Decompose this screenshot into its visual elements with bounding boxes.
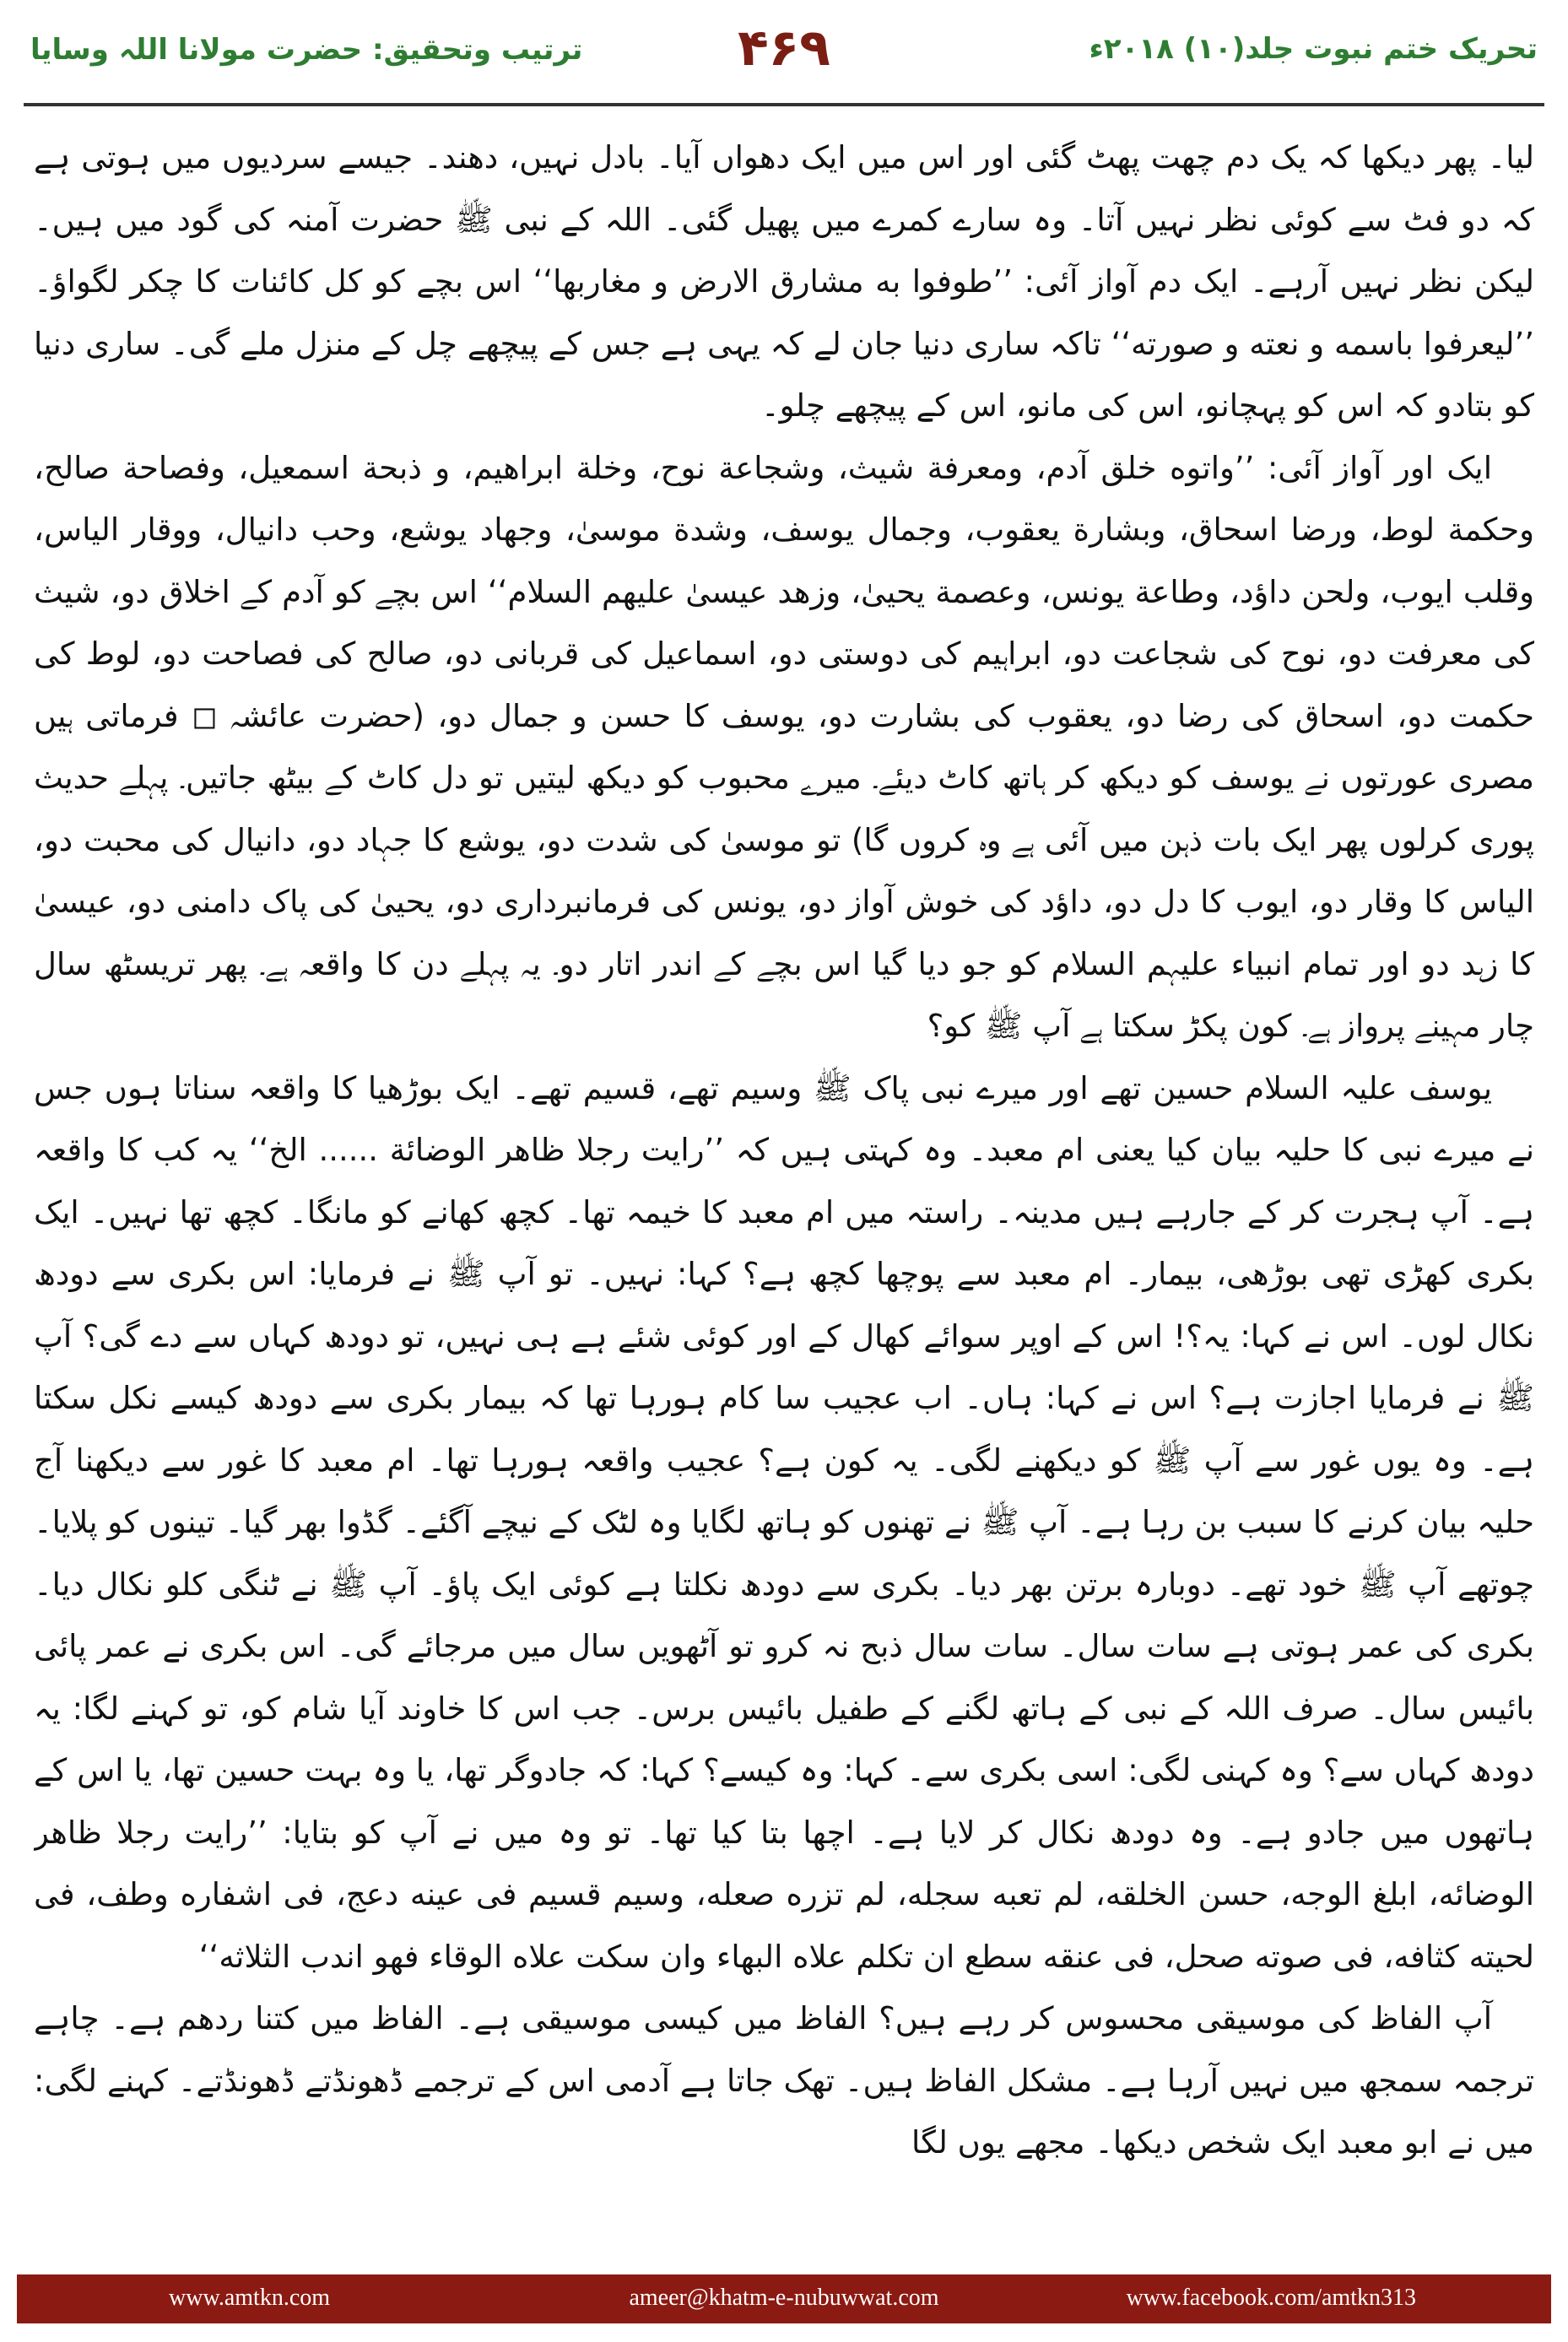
header-compiler: ترتیب وتحقیق: حضرت مولانا اللہ وسایا	[30, 33, 583, 67]
header-book-title: تحریک ختم نبوت جلد(۱۰) ۲۰۱۸ء	[1089, 32, 1538, 66]
paragraph-1: لیا۔ پھر دیکھا کہ یک دم چھت پھٹ گئی اور اس میں ایک دھواں آیا۔ بادل نہیں، دھند۔ جیسے سردیوں میں ہوتی ہے کہ دو فٹ سے کوئی نظر نہیں آتا۔ وہ سارے کمرے میں پھیل گئی۔ اللہ کے نبی ﷺ حضرت آمنہ کی گود میں ہیں۔ لیکن نظر نہیں آرہے۔ ایک دم آواز آئی: ’’طوفوا به مشارق الارض و مغاربها‘‘ اس بچے کو کل کائنات کا چکر لگواؤ۔ ’’ليعرفوا باسمه و نعته و صورته‘‘ تاکہ ساری دنیا جان لے کہ یہی ہے جس کے پیچھے چل کے منزل ملے گی۔ ساری دنیا کو بتادو کہ اس کو پہچانو، اس کی مانو، اس کے پیچھے چلو۔	[34, 139, 1534, 424]
paragraph-2: ایک اور آواز آئی: ’’واتوه خلق آدم، ومعرفة شيث، وشجاعة نوح، وخلة ابراهيم، و ذبحة اسمعيل، وفصاحة صالح، وحكمة لوط، ورضا اسحاق، وبشارة يعقوب، وجمال يوسف، وشدة موسىٰ، وجهاد يوشع، وحب دانيال، ووقار الياس، وقلب ايوب، ولحن داؤد، وطاعة يونس، وعصمة يحيىٰ، وزهد عيسىٰ عليهم السلام‘‘ اس بچے کو آدم کے اخلاق دو، شیث کی معرفت دو، نوح کی شجاعت دو، ابراہیم کی دوستی دو، اسماعیل کی قربانی دو، صالح کی فصاحت دو، لوط کی حکمت دو، اسحاق کی رضا دو، یعقوب کی بشارت دو، یوسف کا حسن و جمال دو، (حضرت عائشہ ◻ فرماتی ہیں مصری عورتوں نے یوسف کو دیکھ کر ہاتھ کاٹ دیئے۔ میرے محبوب کو دیکھ لیتیں تو دل کاٹ کے بیٹھ جاتیں۔ پہلے حدیث پوری کرلوں پھر ایک بات ذہن میں آئی ہے وہ کروں گا) تو موسیٰ کی شدت دو، یوشع کا جہاد دو، دانیال کی محبت دو، الیاس کا وقار دو، ایوب کا دل دو، داؤد کی خوش آواز دو، یونس کی فرمانبرداری دو، یحییٰ کی پاک دامنی دو، عیسیٰ کا زہد دو اور تمام انبیاء علیہم السلام کو جو دیا گیا اس بچے کے اندر اتار دو۔ یہ پہلے دن کا واقعہ ہے۔ پھر تریسٹھ سال چار مہینے پرواز ہے۔ کون پکڑ سکتا ہے آپ ﷺ کو؟	[34, 449, 1534, 1044]
header-divider	[24, 103, 1544, 106]
page-number: ۴۶۹	[738, 19, 830, 78]
footer-email-link[interactable]: ameer@khatm-e-nubuwwat.com	[629, 2285, 939, 2311]
page-header	[0, 0, 1568, 101]
paragraph-4: آپ الفاظ کی موسیقی محسوس کر رہے ہیں؟ الفاظ میں کیسی موسیقی ہے۔ الفاظ میں کتنا ردھم ہے۔ چاہے ترجمہ سمجھ میں نہیں آرہا ہے۔ مشکل الفاظ ہیں۔ تھک جاتا ہے آدمی اس کے ترجمے ڈھونڈتے ڈھونڈتے۔ کہنے لگی: میں نے ابو معبد ایک شخص دیکھا۔ مجھے یوں لگا	[34, 2000, 1534, 2161]
page-body	[34, 127, 1534, 2249]
footer-facebook-link[interactable]: www.facebook.com/amtkn313	[1126, 2285, 1416, 2311]
footer-website-link[interactable]: www.amtkn.com	[169, 2285, 331, 2311]
paragraph-3: یوسف علیہ السلام حسین تھے اور میرے نبی پاک ﷺ وسیم تھے، قسیم تھے۔ ایک بوڑھیا کا واقعہ سناتا ہوں جس نے میرے نبی کا حلیہ بیان کیا یعنی ام معبد۔ وہ کہتی ہیں کہ ’’رايت رجلا ظاهر الوضائة ...... الخ‘‘ یہ کب کا واقعہ ہے۔ آپ ہجرت کر کے جارہے ہیں مدینہ۔ راستہ میں ام معبد کا خیمہ تھا۔ کچھ کھانے کو مانگا۔ کچھ تھا نہیں۔ ایک بکری کھڑی تھی بوڑھی، بیمار۔ ام معبد سے پوچھا کچھ ہے؟ کہا: نہیں۔ تو آپ ﷺ نے فرمایا: اس بکری سے دودھ نکال لوں۔ اس نے کہا: یہ؟! اس کے اوپر سوائے کھال کے اور کوئی شئے ہے ہی نہیں، تو دودھ کہاں سے دے گی؟ آپ ﷺ نے فرمایا اجازت ہے؟ اس نے کہا: ہاں۔ اب عجیب سا کام ہورہا تھا کہ بیمار بکری سے دودھ کیسے نکل سکتا ہے۔ وہ یوں غور سے آپ ﷺ کو دیکھنے لگی۔ یہ کون ہے؟ عجیب واقعہ ہورہا تھا۔ ام معبد کا غور سے دیکھنا آج حلیہ بیان کرنے کا سبب بن رہا ہے۔ آپ ﷺ نے تھنوں کو ہاتھ لگایا وہ لٹک کے نیچے آگئے۔ گڈوا بھر گیا۔ تینوں کو پلایا۔ چوتھے آپ ﷺ خود تھے۔ دوبارہ برتن بھر دیا۔ بکری سے دودھ نکلتا ہے کوئی ایک پاؤ۔ آپ ﷺ نے ٹنگی کلو نکال دیا۔ بکری کی عمر ہوتی ہے سات سال۔ سات سال ذبح نہ کرو تو آٹھویں سال میں مرجائے گی۔ اس بکری نے عمر پائی بائیس سال۔ صرف اللہ کے نبی کے ہاتھ لگنے کے طفیل بائیس برس۔ جب اس کا خاوند آیا شام کو، تو کہنے لگا: یہ دودھ کہاں سے؟ وہ کہنی لگی: اسی بکری سے۔ کہا: وہ کیسے؟ کہا: کہ جادوگر تھا، یا وہ بہت حسین تھا، یا اس کے ہاتھوں میں جادو ہے۔ وہ دودھ نکال کر لایا ہے۔ اچھا بتا کیا تھا۔ تو وہ میں نے آپ کو بتایا: ’’رايت رجلا ظاهر الوضائه، ابلغ الوجه، حسن الخلقه، لم تعبه سجله، لم تزره صعله، وسيم قسيم فى عينه دعج، فى اشفاره وطف، فى لحيته كثافه، فى صوته صحل، فى عنقه سطع ان تكلم علاه البهاء وان سكت علاه الوقاء فهو اندب الثلاثه‘‘	[34, 1069, 1534, 1975]
page-footer	[17, 2274, 1551, 2323]
